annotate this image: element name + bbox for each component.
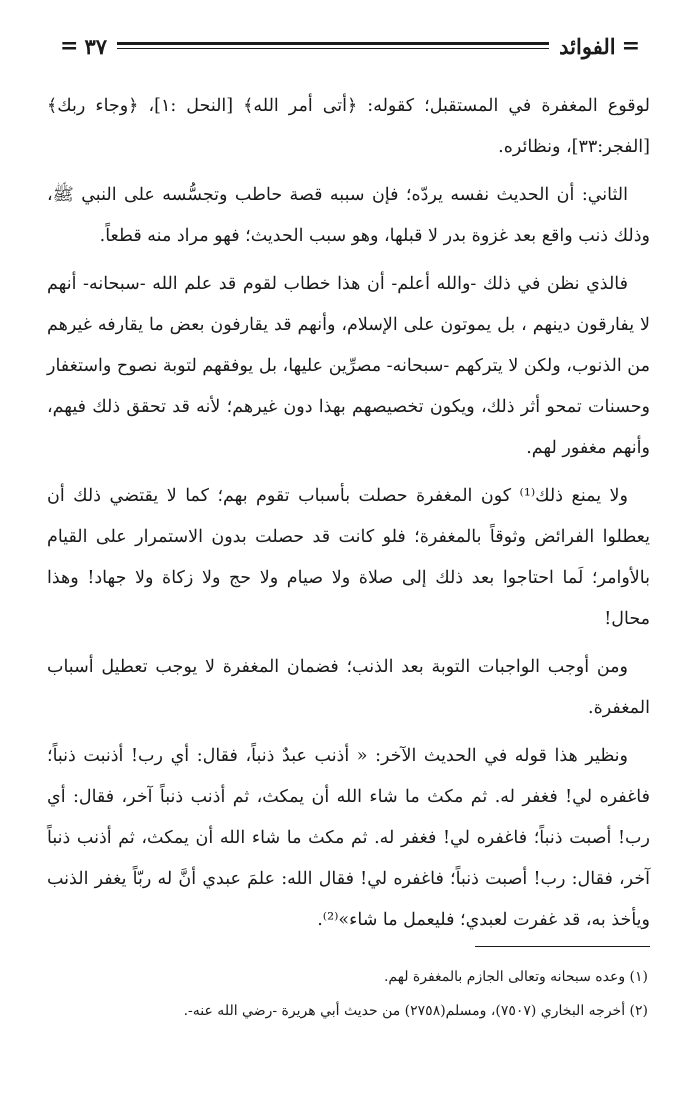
paragraph-3: فالذي نظن في ذلك -والله أعلم- أن هذا خطاب لقوم قد علم الله -سبحانه- أنهم لا يفارقون دينهم ، بل يموتون على الإسلام، وأنهم قد يقارفون بعض ما يقارفه غيرهم من الذنوب، ولكن لا يتركهم -سبحانه- مصرِّين عليها، بل يوفقهم لتوبة نصوح واستغفار وحسنات تمحو أثر ذلك، ويكون تخصيصهم بهذا دون غيرهم؛ لأنه قد تحقق ذلك فيهم، وأنهم مغفور لهم. bbox=[47, 274, 650, 458]
paragraph-4: ولا يمنع ذلك⁽¹⁾ كون المغفرة حصلت بأسباب تقوم بهم؛ كما لا يقتضي ذلك أن يعطلوا الفرائض وثوقاً بالمغفرة؛ فلو كانت قد حصلت بدون الاستمرار على القيام بالأوامر؛ لَما احتاجوا بعد ذلك إلى صلاة ولا صيام ولا حج ولا زكاة ولا جهاد! وهذا محال! bbox=[47, 486, 650, 629]
paragraph-2: الثاني: أن الحديث نفسه يردّه؛ فإن سببه قصة حاطب وتجسُّسه على النبي ﷺ، وذلك ذنب واقع بعد غزوة بدر لا قبلها، وهو سبب الحديث؛ فهو مراد منه قطعاً. bbox=[47, 185, 650, 246]
header-dash-end: = bbox=[60, 33, 79, 59]
paragraph-5: ومن أوجب الواجبات التوبة بعد الذنب؛ فضمان المغفرة لا يوجب تعطيل أسباب المغفرة. bbox=[47, 657, 650, 718]
header-rule bbox=[117, 42, 549, 50]
paragraph-6: ونظير هذا قوله في الحديث الآخر: « أذنب عبدٌ ذنباً، فقال: أي رب! أذنبت ذنباً؛ فاغفره لي! فغفر له. ثم مكث ما شاء الله أن يمكث، ثم أذنب ذنباً آخر، فقال: أي رب! أصبت ذنباً؛ فاغفره لي! فغفر له. ثم مكث ما شاء الله أن يمكث، ثم أذنب ذنباً آخر، فقال: رب! أصبت ذنباً؛ فاغفره لي! فقال الله: علمَ عبدي أنَّ له ربّاً يغفر الذنب ويأخذ به، قد غفرت لعبدي؛ فليعمل ما شاء»⁽²⁾. bbox=[47, 746, 650, 930]
footnote-separator bbox=[475, 946, 650, 947]
body-text bbox=[47, 86, 650, 948]
footnote-2: (٢) أخرجه البخاري (٧٥٠٧)، ومسلم(٢٧٥٨) من حديث أبي هريرة -رضي الله عنه-. bbox=[183, 1003, 648, 1019]
header-dash: = bbox=[621, 33, 640, 59]
running-header bbox=[60, 30, 640, 62]
book-title: الفوائد bbox=[559, 33, 616, 59]
page-number: ٣٧ bbox=[84, 33, 107, 59]
footnote-1: (١) وعده سبحانه وتعالى الجازم بالمغفرة لهم. bbox=[383, 969, 648, 985]
paragraph-1: لوقوع المغفرة في المستقبل؛ كقوله: ﴿أتى أمر الله﴾ [النحل :١]، ﴿وجاء ربك﴾ [الفجر:٣٣]، ونظائره. bbox=[47, 96, 650, 157]
footnotes bbox=[48, 960, 648, 1028]
